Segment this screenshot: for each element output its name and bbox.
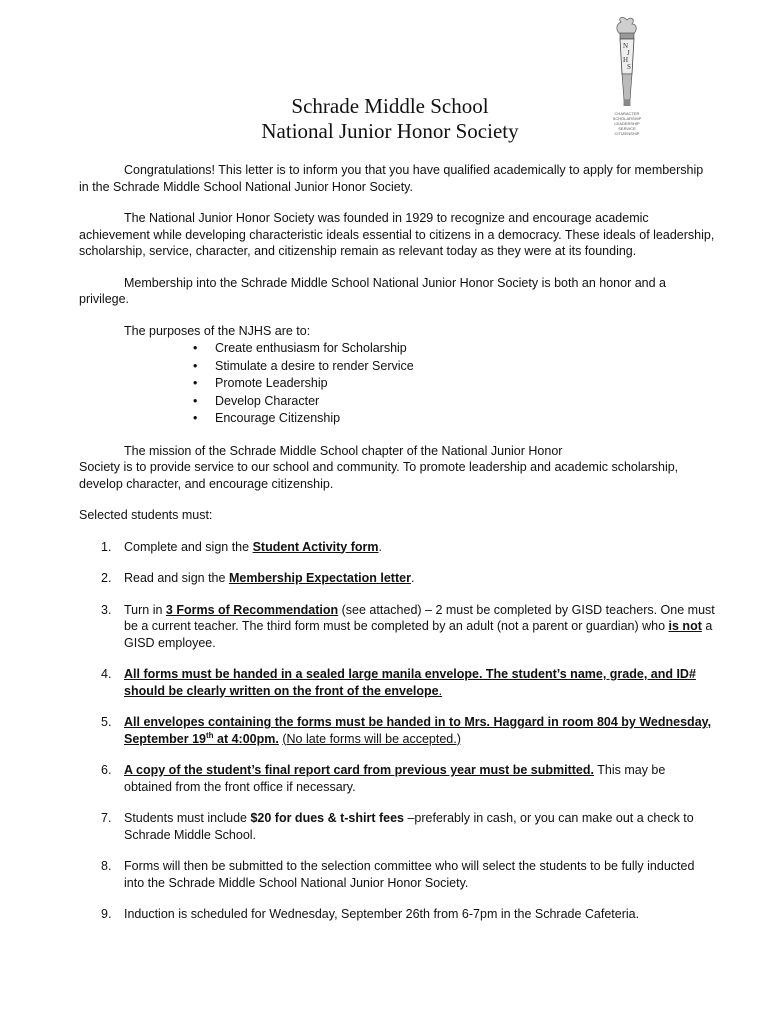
purposes-heading: The purposes of the NJHS are to: (124, 323, 311, 338)
forms-of-recommendation-text: 3 Forms of Recommendation (165, 602, 339, 617)
item-text: –preferably in cash, or you can make out a check to Schrade Middle School. (124, 811, 694, 842)
purpose-item: • Promote Leadership (215, 375, 715, 393)
item-text: . (410, 571, 415, 585)
item-text: . (378, 539, 382, 554)
student-activity-form-text: Student Activity form (252, 539, 379, 554)
mission-first-line: The mission of the Schrade Middle School chapter of the National Junior Honor (124, 443, 563, 458)
logo-word: CITIZENSHIP (614, 131, 640, 136)
deadline-part: at 4:00pm. (213, 731, 279, 746)
no-late-forms-note: (No late forms will be accepted.) (282, 731, 461, 746)
item-text: a GISD employee. (124, 619, 713, 650)
item-text: Forms will then be submitted to the selection committee who will select the students to be fully inducted into the Schrade Middle School National Junior Honor Society. (124, 859, 695, 890)
logo-word: LEADERSHIP (614, 121, 640, 126)
is-not-text: is not (668, 619, 702, 633)
society-name: National Junior Honor Society (261, 119, 519, 143)
report-card-text: A copy of the student’s final report card from previous year must be submitted. (124, 763, 594, 777)
logo-word: CHARACTER (614, 111, 640, 116)
item-text: Induction is scheduled for Wednesday, September 26th from 6-7pm in the Schrade Cafeteria. (124, 907, 640, 921)
purpose-item: • Encourage Citizenship (215, 410, 715, 428)
item-number: 6. (101, 763, 112, 777)
item-text: Read and sign the (124, 571, 229, 585)
item-number: 2. (101, 571, 112, 585)
emblem-letter: N (623, 42, 629, 50)
requirements-heading: Selected students must: (79, 508, 213, 522)
letter-title (0, 94, 770, 144)
requirement-item (79, 602, 715, 652)
item-number: 3. (101, 602, 112, 617)
item-number: 9. (101, 907, 112, 921)
requirement-item (79, 810, 715, 843)
mission-paragraph (79, 443, 715, 493)
mission-rest: Society is to provide service to our school and community. To promote leadership and academic scholarship, develop character, and encourage citizenship. (79, 460, 679, 491)
membership-expectation-text: Membership Expectation letter (228, 571, 411, 585)
intro-paragraph: Congratulations! This letter is to inform you that you have qualified academically to apply for membership in the Schrade Middle School National Junior Honor Society. (79, 163, 704, 194)
letter-body (79, 162, 715, 938)
item-number: 1. (101, 539, 112, 554)
fees-text: $20 for dues & t-shirt fees (250, 811, 404, 825)
logo-word: SERVICE (618, 126, 636, 131)
item-number: 4. (101, 667, 112, 681)
requirement-item (79, 714, 715, 747)
requirement-item (79, 570, 715, 587)
logo-word: SCHOLARSHIP (612, 116, 642, 121)
ordinal-suffix: th (205, 730, 214, 740)
envelope-instructions: All forms must be handed in a sealed large manila envelope. The student’s name, grade, and ID# should be clearly written on the front of the envelope (124, 667, 696, 698)
requirement-item (79, 858, 715, 891)
purposes-list (79, 340, 715, 428)
emblem-letter: H (623, 56, 629, 64)
item-text: This may be obtained from the front office if necessary. (124, 763, 666, 794)
item-text: (see attached) – 2 must be completed by GISD teachers. One must be a current teacher. The third form must be completed by an adult (not a parent or guardian) who (124, 602, 715, 633)
membership-paragraph: Membership into the Schrade Middle School National Junior Honor Society is both an honor and a privilege. (79, 275, 666, 306)
emblem-letter: S (627, 63, 631, 71)
requirements-list (79, 539, 715, 923)
item-number: 8. (101, 859, 112, 873)
item-text: Turn in (124, 602, 166, 617)
item-text: Students must include (124, 811, 251, 825)
deadline-part: All envelopes containing the forms must be handed in to Mrs. Haggard in room 804 by Wednesday, September 19 (124, 715, 712, 746)
school-name: Schrade Middle School (291, 94, 489, 118)
item-number: 7. (101, 811, 112, 825)
item-number: 5. (101, 715, 112, 729)
emblem-letter: J (627, 49, 630, 57)
purpose-item: • Develop Character (215, 393, 715, 411)
purpose-item: • Create enthusiasm for Scholarship (215, 340, 715, 358)
item-text: . (438, 683, 443, 698)
history-paragraph: The National Junior Honor Society was founded in 1929 to recognize and encourage academic achievement while developing characteristic ideals essential to citizens in a democracy. These ideals of leadership, scholarship, service, character, and citizenship remain as relevant today as they were at its founding. (79, 211, 715, 258)
requirement-item (79, 762, 715, 795)
item-text: Complete and sign the (124, 539, 253, 554)
requirement-item (79, 539, 715, 556)
requirement-item (79, 906, 715, 923)
purpose-item: • Stimulate a desire to render Service (215, 358, 715, 376)
requirement-item (79, 666, 715, 699)
